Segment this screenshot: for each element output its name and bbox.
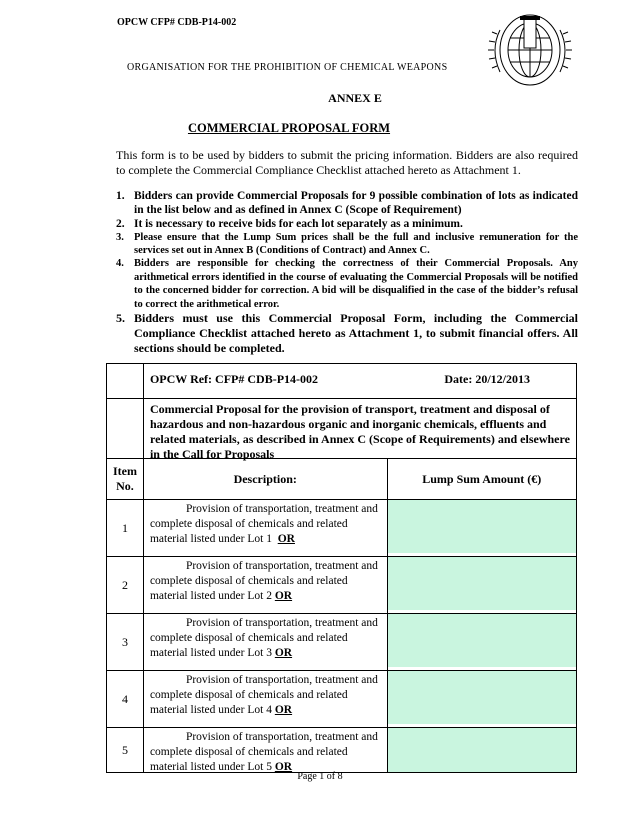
instructions-list xyxy=(116,189,578,356)
lump-sum-input[interactable] xyxy=(388,557,577,610)
instruction-item: 3. Please ensure that the Lump Sum prices shall be the full and inclusive remuneration for the services set out in Annex B (Conditions of Contract) and Annex C. xyxy=(116,232,578,256)
lump-sum-input[interactable] xyxy=(388,728,577,772)
table-row xyxy=(107,557,577,614)
table-row xyxy=(107,671,577,728)
description-cell: Provision of transportation, treatment and complete disposal of chemicals and related material listed under Lot 3 OR xyxy=(143,614,387,671)
intro-paragraph: This form is to be used by bidders to submit the pricing information. Bidders are also required to complete the Commercial Compliance Checklist attached hereto as Attachment 1. xyxy=(116,148,578,177)
instruction-item: 1. Bidders can provide Commercial Proposals for 9 possible combination of lots as indicated in the list below and as defined in Annex C (Scope of Requirement) xyxy=(116,190,578,216)
description-cell: Provision of transportation, treatment and complete disposal of chemicals and related material listed under Lot 2 OR xyxy=(143,557,387,614)
table-row xyxy=(107,500,577,557)
table-row xyxy=(107,614,577,671)
instruction-item: 2. It is necessary to receive bids for each lot separately as a minimum. xyxy=(116,218,463,230)
table-row xyxy=(107,728,577,773)
description-cell: Provision of transportation, treatment and complete disposal of chemicals and related material listed under Lot 5 OR xyxy=(143,728,387,773)
form-title: COMMERCIAL PROPOSAL FORM xyxy=(187,121,391,135)
description-cell: Provision of transportation, treatment and complete disposal of chemicals and related material listed under Lot 1 OR xyxy=(143,500,387,557)
page-number: Page 1 of 8 xyxy=(297,771,343,782)
item-number: 4 xyxy=(107,671,144,728)
proposal-subject: Commercial Proposal for the provision of transport, treatment and disposal of hazardous and non-hazardous organic and inorganic chemicals, effluents and related materials, as described in Annex C (Scope of Requirements) and elsewhere in the Call for Proposals xyxy=(149,402,570,461)
lump-sum-cell[interactable] xyxy=(387,557,577,614)
form-date: Date: 20/12/2013 xyxy=(444,372,530,386)
organisation-name: ORGANISATION FOR THE PROHIBITION OF CHEMICAL WEAPONS xyxy=(127,62,448,73)
instruction-item: 5. Bidders must use this Commercial Proposal Form, including the Commercial Compliance Checklist attached hereto as Attachment 1, to submit financial offers. All sections should be completed. xyxy=(116,311,578,355)
lump-sum-input[interactable] xyxy=(388,671,577,724)
item-number: 5 xyxy=(107,728,144,773)
lump-sum-cell[interactable] xyxy=(387,671,577,728)
opcw-ref: OPCW Ref: CFP# CDB-P14-002 xyxy=(149,372,319,386)
lump-sum-cell[interactable] xyxy=(387,500,577,557)
lump-sum-cell[interactable] xyxy=(387,614,577,671)
corner-cell xyxy=(107,399,144,459)
description-header: Description: xyxy=(143,459,387,500)
lump-sum-input[interactable] xyxy=(388,614,577,667)
item-no-header: Item No. xyxy=(107,459,144,500)
lump-sum-header: Lump Sum Amount (€) xyxy=(387,459,577,500)
document-reference: OPCW CFP# CDB-P14-002 xyxy=(117,17,237,28)
lump-sum-input[interactable] xyxy=(388,500,577,553)
item-number: 3 xyxy=(107,614,144,671)
reference-row xyxy=(143,364,576,399)
annex-heading: ANNEX E xyxy=(328,91,382,105)
commercial-proposal-table xyxy=(106,363,577,773)
opcw-emblem-icon xyxy=(486,10,574,90)
corner-cell xyxy=(107,364,144,399)
description-cell: Provision of transportation, treatment and complete disposal of chemicals and related material listed under Lot 4 OR xyxy=(143,671,387,728)
subject-cell xyxy=(143,399,576,459)
item-number: 2 xyxy=(107,557,144,614)
item-number: 1 xyxy=(107,500,144,557)
instruction-item: 4. Bidders are responsible for checking the correctness of their Commercial Proposals. Any arithmetical errors identified in the course of evaluating the Commercial Proposals will be notified to the concerned bidder for correction. A bid will be disqualified in the case of the bidder’s refusal to correct the arithmetical error. xyxy=(116,258,578,310)
lump-sum-cell[interactable] xyxy=(387,728,577,773)
